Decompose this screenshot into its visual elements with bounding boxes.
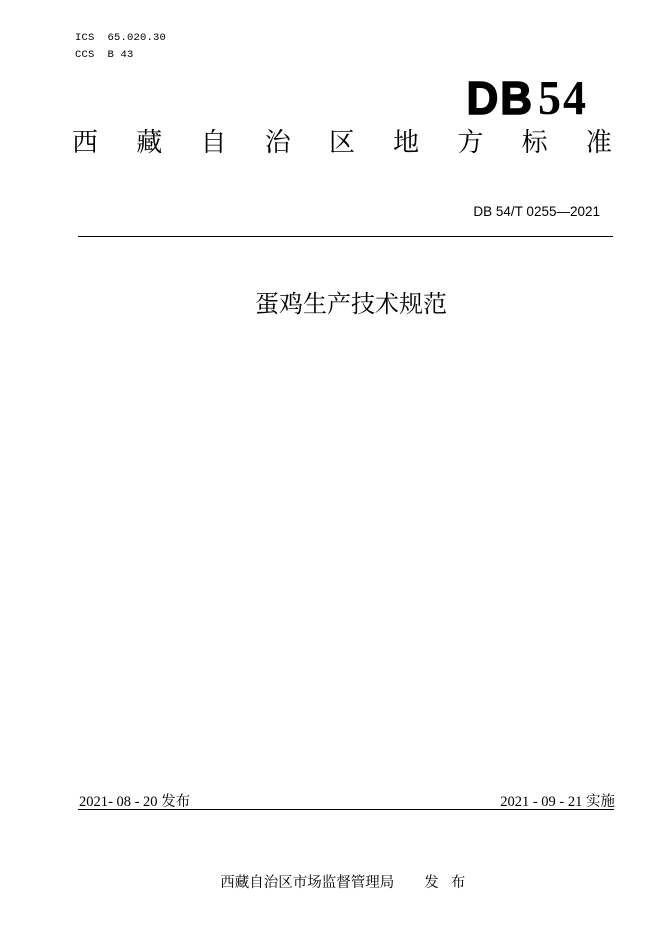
title-char: 地 (393, 128, 420, 158)
db-logo (466, 70, 588, 125)
title-char: 区 (328, 128, 355, 158)
title-char: 西 (72, 128, 99, 158)
implement-date: 2021 - 09 - 21 实施 (500, 794, 615, 810)
ccs-code: CCS B 43 (75, 49, 134, 61)
logo-prefix: DB (466, 72, 534, 125)
top-divider (78, 236, 613, 237)
title-char: 自 (200, 128, 227, 158)
bottom-divider (78, 809, 614, 810)
publisher-name: 西藏自治区市场监督管理局 (220, 875, 395, 891)
logo-number: 54 (538, 70, 588, 125)
document-title: 蛋鸡生产技术规范 (255, 290, 447, 318)
title-char: 准 (585, 128, 612, 158)
publisher-line (211, 855, 477, 892)
publisher-action: 发布 (424, 875, 478, 891)
standard-number: DB 54/T 0255—2021 (473, 204, 600, 219)
title-char: 方 (457, 128, 484, 158)
title-char: 治 (264, 128, 291, 158)
publish-date: 2021- 08 - 20 发布 (79, 794, 191, 810)
standard-category-title (72, 128, 612, 158)
title-char: 标 (521, 128, 548, 158)
title-char: 藏 (136, 128, 163, 158)
ics-code: ICS 65.020.30 (75, 32, 167, 44)
